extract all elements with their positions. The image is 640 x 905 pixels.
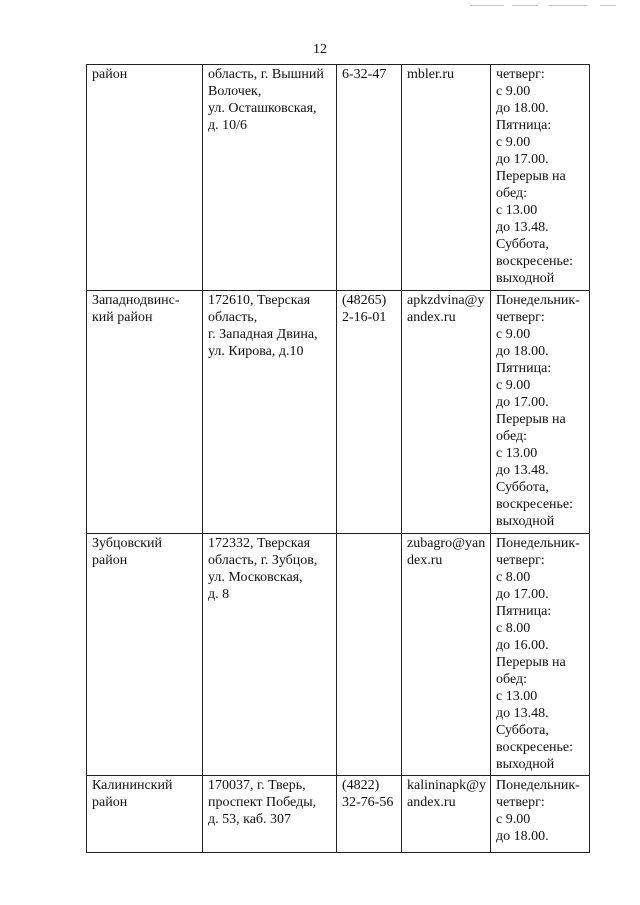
address-cell: 172332, Тверская область, г. Зубцов, ул. Московская, д. 8 bbox=[203, 534, 337, 776]
scan-mark bbox=[470, 5, 504, 6]
hours-cell: Понедельник- четверг: с 9.00 до 18.00. Пятница: с 9.00 до 17.00. Перерыв на обед: с 13.00 до 13.48. Суббота, воскресенье: выходной bbox=[491, 291, 590, 534]
district-cell: район bbox=[87, 65, 203, 291]
hours-cell: Понедельник- четверг: с 8.00 до 17.00. Пятница: с 8.00 до 16.00. Перерыв на обед: с 13.00 до 13.48. Суббота, воскресенье: выходной bbox=[491, 534, 590, 776]
table-row bbox=[87, 291, 590, 534]
district-cell: Зубцовский район bbox=[87, 534, 203, 776]
phone-cell: 6-32-47 bbox=[337, 65, 402, 291]
table-row bbox=[87, 534, 590, 776]
district-cell: Калининский район bbox=[87, 776, 203, 853]
hours-cell: Понедельник- четверг: с 9.00 до 18.00. bbox=[491, 776, 590, 853]
hours-cell: четверг: с 9.00 до 18.00. Пятница: с 9.00 до 17.00. Перерыв на обед: с 13.00 до 13.48. Суббота, воскресенье: выходной bbox=[491, 65, 590, 291]
page-number: 12 bbox=[313, 42, 327, 57]
phone-cell bbox=[337, 534, 402, 776]
address-cell: 170037, г. Тверь, проспект Победы, д. 53, каб. 307 bbox=[203, 776, 337, 853]
email-cell: apkzdvina@y andex.ru bbox=[402, 291, 491, 534]
district-cell: Западнодвинс- кий район bbox=[87, 291, 203, 534]
address-cell: 172610, Тверская область, г. Западная Двина, ул. Кирова, д.10 bbox=[203, 291, 337, 534]
scan-mark bbox=[600, 5, 616, 6]
phone-cell: (48265) 2-16-01 bbox=[337, 291, 402, 534]
contacts-table bbox=[86, 64, 590, 853]
email-cell: zubagro@yan dex.ru bbox=[402, 534, 491, 776]
address-cell: область, г. Вышний Волочек, ул. Осташковская, д. 10/6 bbox=[203, 65, 337, 291]
table-row bbox=[87, 776, 590, 853]
scan-mark bbox=[512, 5, 538, 6]
email-cell: kalininapk@y andex.ru bbox=[402, 776, 491, 853]
table-row bbox=[87, 65, 590, 291]
phone-cell: (4822) 32-76-56 bbox=[337, 776, 402, 853]
email-cell: mbler.ru bbox=[402, 65, 491, 291]
scan-mark bbox=[548, 5, 588, 6]
